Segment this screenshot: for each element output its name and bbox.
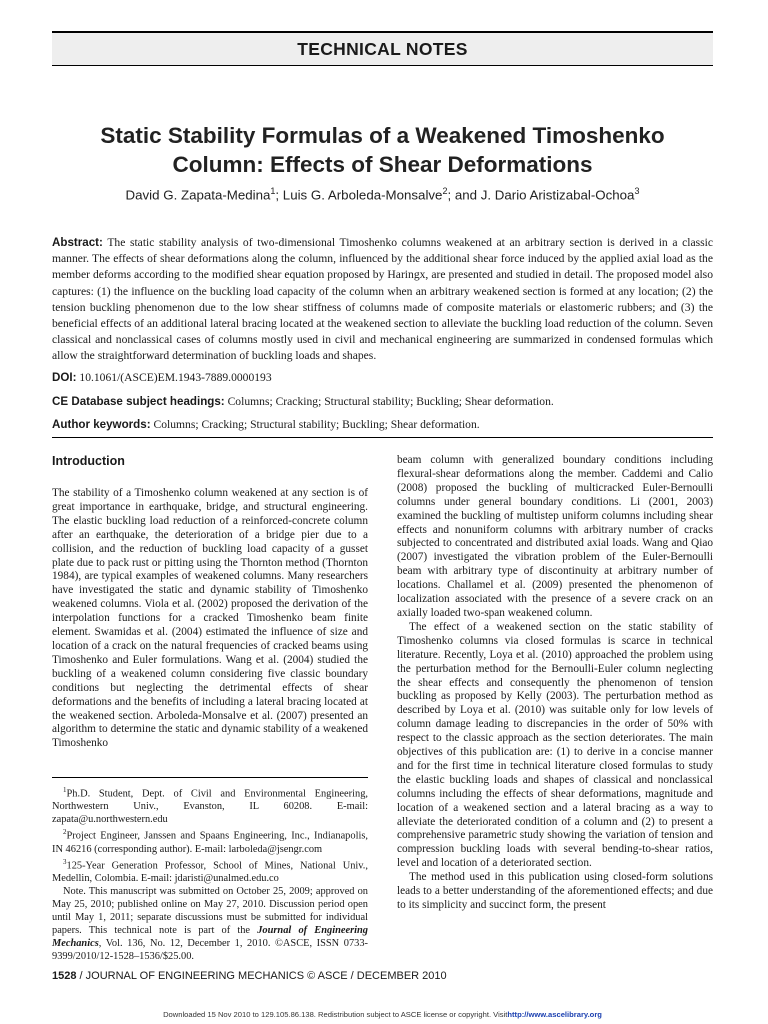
right-paragraph-2: The effect of a weakened section on the static stability of Timoshenko columns via closed formulas is scarce in technical literature. Recently, Loya et al. (2010) approached the problem using the perturbation method for the Bernoulli-Euler column neglecting the shear effects and consequently the phenomenon of tension buckling as proposed by Kelly (2003). The perturbation method as described by Loya et al. (2010) was suitable only for low levels of column damage leading to discrepancies in the order of 50% with respect to the classic approach as the section deteriorates. The main objectives of this publication are: (1) to derive in a concise manner and for the first time in technical literature closed formulas to study the elastic buckling loads and shapes of classical and nonclassical columns including the effects of shear deformations, magnitude and location of a weakened section and a lateral bracing as a way to alleviate the deteriorated condition of a column and (2) to present a comprehensive parametric study showing the variation of tension and compression buckling loads with several bending-to-shear ratios, level and location of a deteriorated section. <box>397 620 713 870</box>
footnote-3-text: 125-Year Generation Professor, School of Mines, National Univ., Medellin, Colombia. E-mail: jdaristi@unalmed.edu.co <box>52 860 368 885</box>
section-header-bar <box>52 31 713 66</box>
right-paragraph-1: beam column with generalized boundary conditions including flexural-shear deformations along the member. Caddemi and Calio (2008) proposed the buckling of multicracked Euler-Bernoulli columns under general boundary conditions. Li (2001, 2003) examined the buckling of multistep uniform columns including shear effects and nonuniform columns with arbitrary number of cracks subjected to concentrated and distributed axial loads. Wang and Qiao (2007) investigated the vibration problem of the Euler-Bernoulli beam with arbitrary type of discontinuity at arbitrary number of locations. Challamel et al. (2009) presented the phenomenon of localization associated with the presence of a severe crack on an axially loaded two-span weakened column. <box>397 454 713 619</box>
keywords-label: Author keywords: <box>52 418 151 431</box>
author-1: David G. Zapata-Medina <box>125 187 271 203</box>
doi-value[interactable]: 10.1061/(ASCE)EM.1943-7889.0000193 <box>79 371 272 384</box>
footnote-2-mark: 2 <box>63 828 67 837</box>
footnote-3-mark: 3 <box>63 857 67 866</box>
doi-label: DOI: <box>52 371 77 384</box>
right-column <box>397 454 713 913</box>
right-paragraph-3: The method used in this publication using closed-form solutions leads to a better understanding of the aforementioned effects; and due to its simplicity and succinct form, the present <box>397 871 713 911</box>
title-line-2: Column: Effects of Shear Deformations <box>172 152 593 177</box>
footnote-1-mark: 1 <box>63 786 67 794</box>
note-text-a: Note. This manuscript was submitted on October 25, 2009; approved on May 25, 2010; published online on May 27, 2010. Discussion period open until May 1, 2011; separate discussions must be submitted for individual papers. This technical note is part of the <box>52 886 368 937</box>
journal-footer: / JOURNAL OF ENGINEERING MECHANICS © ASCE / DECEMBER 2010 <box>76 970 447 982</box>
footnote-divider <box>52 777 368 778</box>
ascelibrary-link[interactable]: http://www.ascelibrary.org <box>507 1010 602 1019</box>
abstract <box>52 235 713 365</box>
page-footer <box>52 970 447 982</box>
footnote-2 <box>52 826 368 855</box>
author-2-affil: 2 <box>442 186 448 196</box>
keywords-line <box>52 418 713 431</box>
keywords-divider <box>52 437 713 438</box>
ce-headings-value: Columns; Cracking; Structural stability; Buckling; Shear deformation. <box>227 395 554 408</box>
footnote-3 <box>52 856 368 885</box>
intro-heading: Introduction <box>52 454 125 468</box>
ce-headings-label: CE Database subject headings: <box>52 395 225 408</box>
intro-paragraph: The stability of a Timoshenko column weakened at any section is of great importance in earthquake, bridge, and structural engineering. The elastic buckling load reduction of a reinforced-concrete column after an earthquake, the deterioration of a bridge pier due to a collision, and the reduction of buckling load capacity of a gusset plate due to pack rust or pitting using the Thornton method (Thornton 1984), are typical examples of weakened columns. Many researchers have investigated the static and dynamic stability of Timoshenko weakened columns. Viola et al. (2002) proposed the derivation of the interpolation functions for a cracked Timoshenko beam finite element. Swamidas et al. (2004) estimated the influence of size and location of a crack on the natural frequencies of cracked beams using Timoshenko and Euler formulations. Wang et al. (2004) studied the buckling of a weakened column considering five classic boundary conditions but neglecting the detrimental effects of shear deformations and the benefits of including a lateral bracing located at the weakened section. Arboleda-Monsalve et al. (2007) presented an algorithm to determine the static and dynamic stability of a weakened Timoshenko <box>52 487 368 750</box>
doi-line <box>52 371 713 384</box>
download-notice <box>52 1010 713 1019</box>
keywords-value: Columns; Cracking; Structural stability; Buckling; Shear deformation. <box>153 418 480 431</box>
abstract-text: The static stability analysis of two-dimensional Timoshenko columns weakened at an arbitrary section is derived in a classic manner. The effects of shear deformations along the column, influenced by the additional shear force induced by the applied axial load as the member deforms according to the modified shear equation proposed by Haringx, are presented and studied in detail. The proposed model also captures: (1) the influence on the buckling load capacity of the column when an arbitrary weakened section is formed at any location; (2) the tension buckling phenomenon due to the low shear stiffness of columns made of composite materials or elastomeric rubbers; and (3) the beneficial effects of an additional lateral bracing located at the weakened section to alleviate the buckling load reduction of the column. Seven classical and nonclassical cases of columns mostly used in civil and mechanical engineering are summarized in condensed formulas which allow the straightforward determination of buckling loads and shapes. <box>52 236 713 363</box>
author-2: ; Luis G. Arboleda-Monsalve <box>275 187 443 203</box>
author-1-affil: 1 <box>270 186 276 196</box>
left-column <box>52 487 368 751</box>
footnotes <box>52 784 368 963</box>
author-3-affil: 3 <box>634 186 640 196</box>
footnote-2-text: Project Engineer, Janssen and Spaans Engineering, Inc., Indianapolis, IN 46216 (corresponding author). E-mail: larboleda@jsengr.com <box>52 830 368 855</box>
title-line-1: Static Stability Formulas of a Weakened Timoshenko <box>100 123 665 148</box>
section-label: TECHNICAL NOTES <box>297 39 468 59</box>
paper-title <box>52 121 713 179</box>
note-text-b: , Vol. 136, No. 12, December 1, 2010. ©ASCE, ISSN 0733-9399/2010/12-1528–1536/$25.00. <box>52 938 368 963</box>
note-journal: Journal of Engineering Mechanics <box>52 925 368 950</box>
author-3: ; and J. Dario Aristizabal-Ochoa <box>447 187 635 203</box>
abstract-label: Abstract: <box>52 236 103 249</box>
footnote-1-text: Ph.D. Student, Dept. of Civil and Environmental Engineering, Northwestern Univ., Evanston, IL 60208. E-mail: zapata@u.northwestern.edu <box>52 788 368 826</box>
page-number: 1528 <box>52 970 77 982</box>
footnote-1 <box>52 784 368 826</box>
ce-headings-line <box>52 395 713 408</box>
download-text: Downloaded 15 Nov 2010 to 129.105.86.138. Redistribution subject to ASCE license or copyright. Visit <box>163 1010 508 1019</box>
manuscript-note <box>52 885 368 963</box>
author-list <box>52 186 713 202</box>
